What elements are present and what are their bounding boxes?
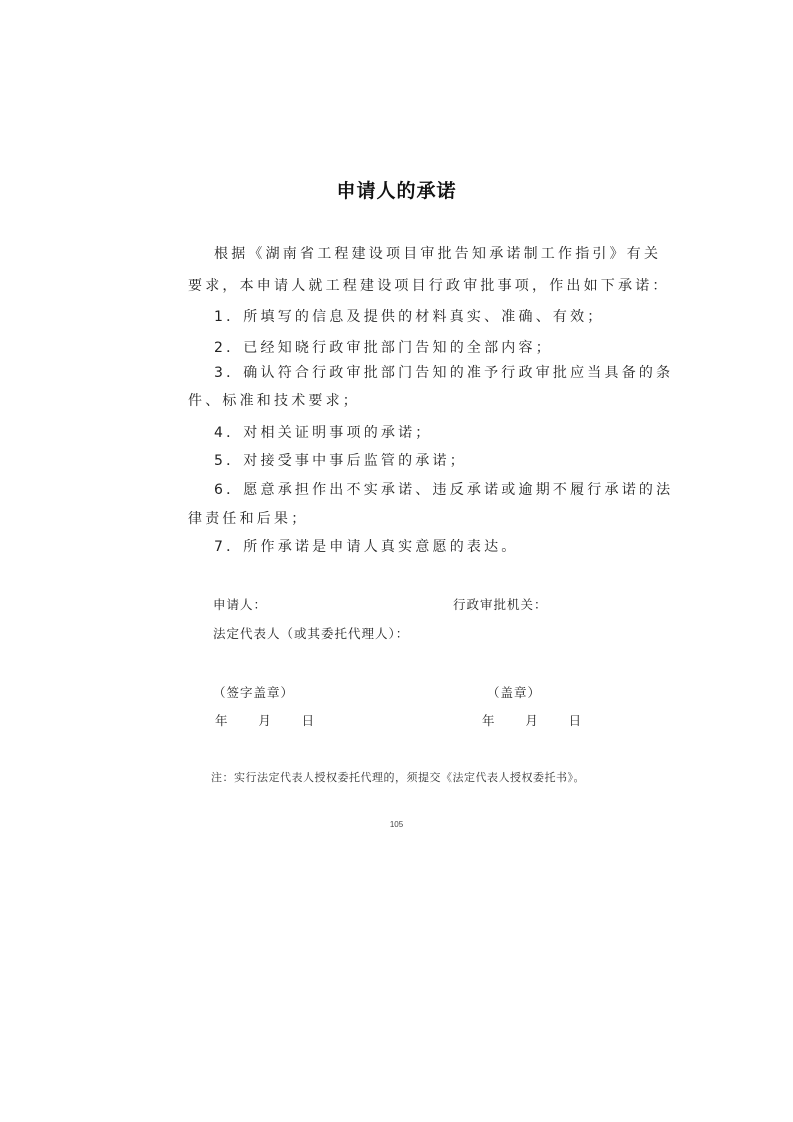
commitment-item-1: 1．所填写的信息及提供的材料真实、准确、有效； — [214, 309, 605, 325]
document-title: 申请人的承诺 — [336, 180, 457, 202]
footnote: 注：实行法定代表人授权委托代理的，须提交《法定代表人授权委托书》。 — [211, 771, 585, 784]
intro-line-1: 根据《湖南省工程建设项目审批告知承诺制工作指引》有关 — [214, 246, 662, 262]
commitment-item-6-line-1: 6．愿意承担作出不实承诺、违反承诺或逾期不履行承诺的法 — [214, 482, 674, 498]
authority-date: 年 月 日 — [482, 713, 583, 728]
authority-seal-label: （盖章） — [487, 685, 542, 700]
commitment-item-2: 2．已经知晓行政审批部门告知的全部内容； — [214, 340, 553, 356]
applicant-date: 年 月 日 — [215, 713, 316, 728]
applicant-seal-label: （签字盖章） — [213, 685, 295, 700]
commitment-item-4: 4．对相关证明事项的承诺； — [214, 425, 433, 441]
commitment-item-7: 7．所作承诺是申请人真实意愿的表达。 — [214, 539, 519, 555]
commitment-item-3-line-2: 件、标准和技术要求； — [188, 393, 360, 409]
legal-representative-label: 法定代表人（或其委托代理人）： — [213, 626, 410, 641]
page-number: 105 — [389, 820, 404, 829]
commitment-item-5: 5．对接受事中事后监管的承诺； — [214, 453, 467, 469]
commitment-item-6-line-2: 律责任和后果； — [188, 511, 309, 527]
applicant-label: 申请人： — [213, 597, 268, 612]
intro-line-2: 要求，本申请人就工程建设项目行政审批事项，作出如下承诺： — [188, 278, 670, 294]
authority-label: 行政审批机关： — [453, 597, 548, 612]
commitment-item-3-line-1: 3．确认符合行政审批部门告知的准予行政审批应当具备的条 — [214, 365, 674, 381]
